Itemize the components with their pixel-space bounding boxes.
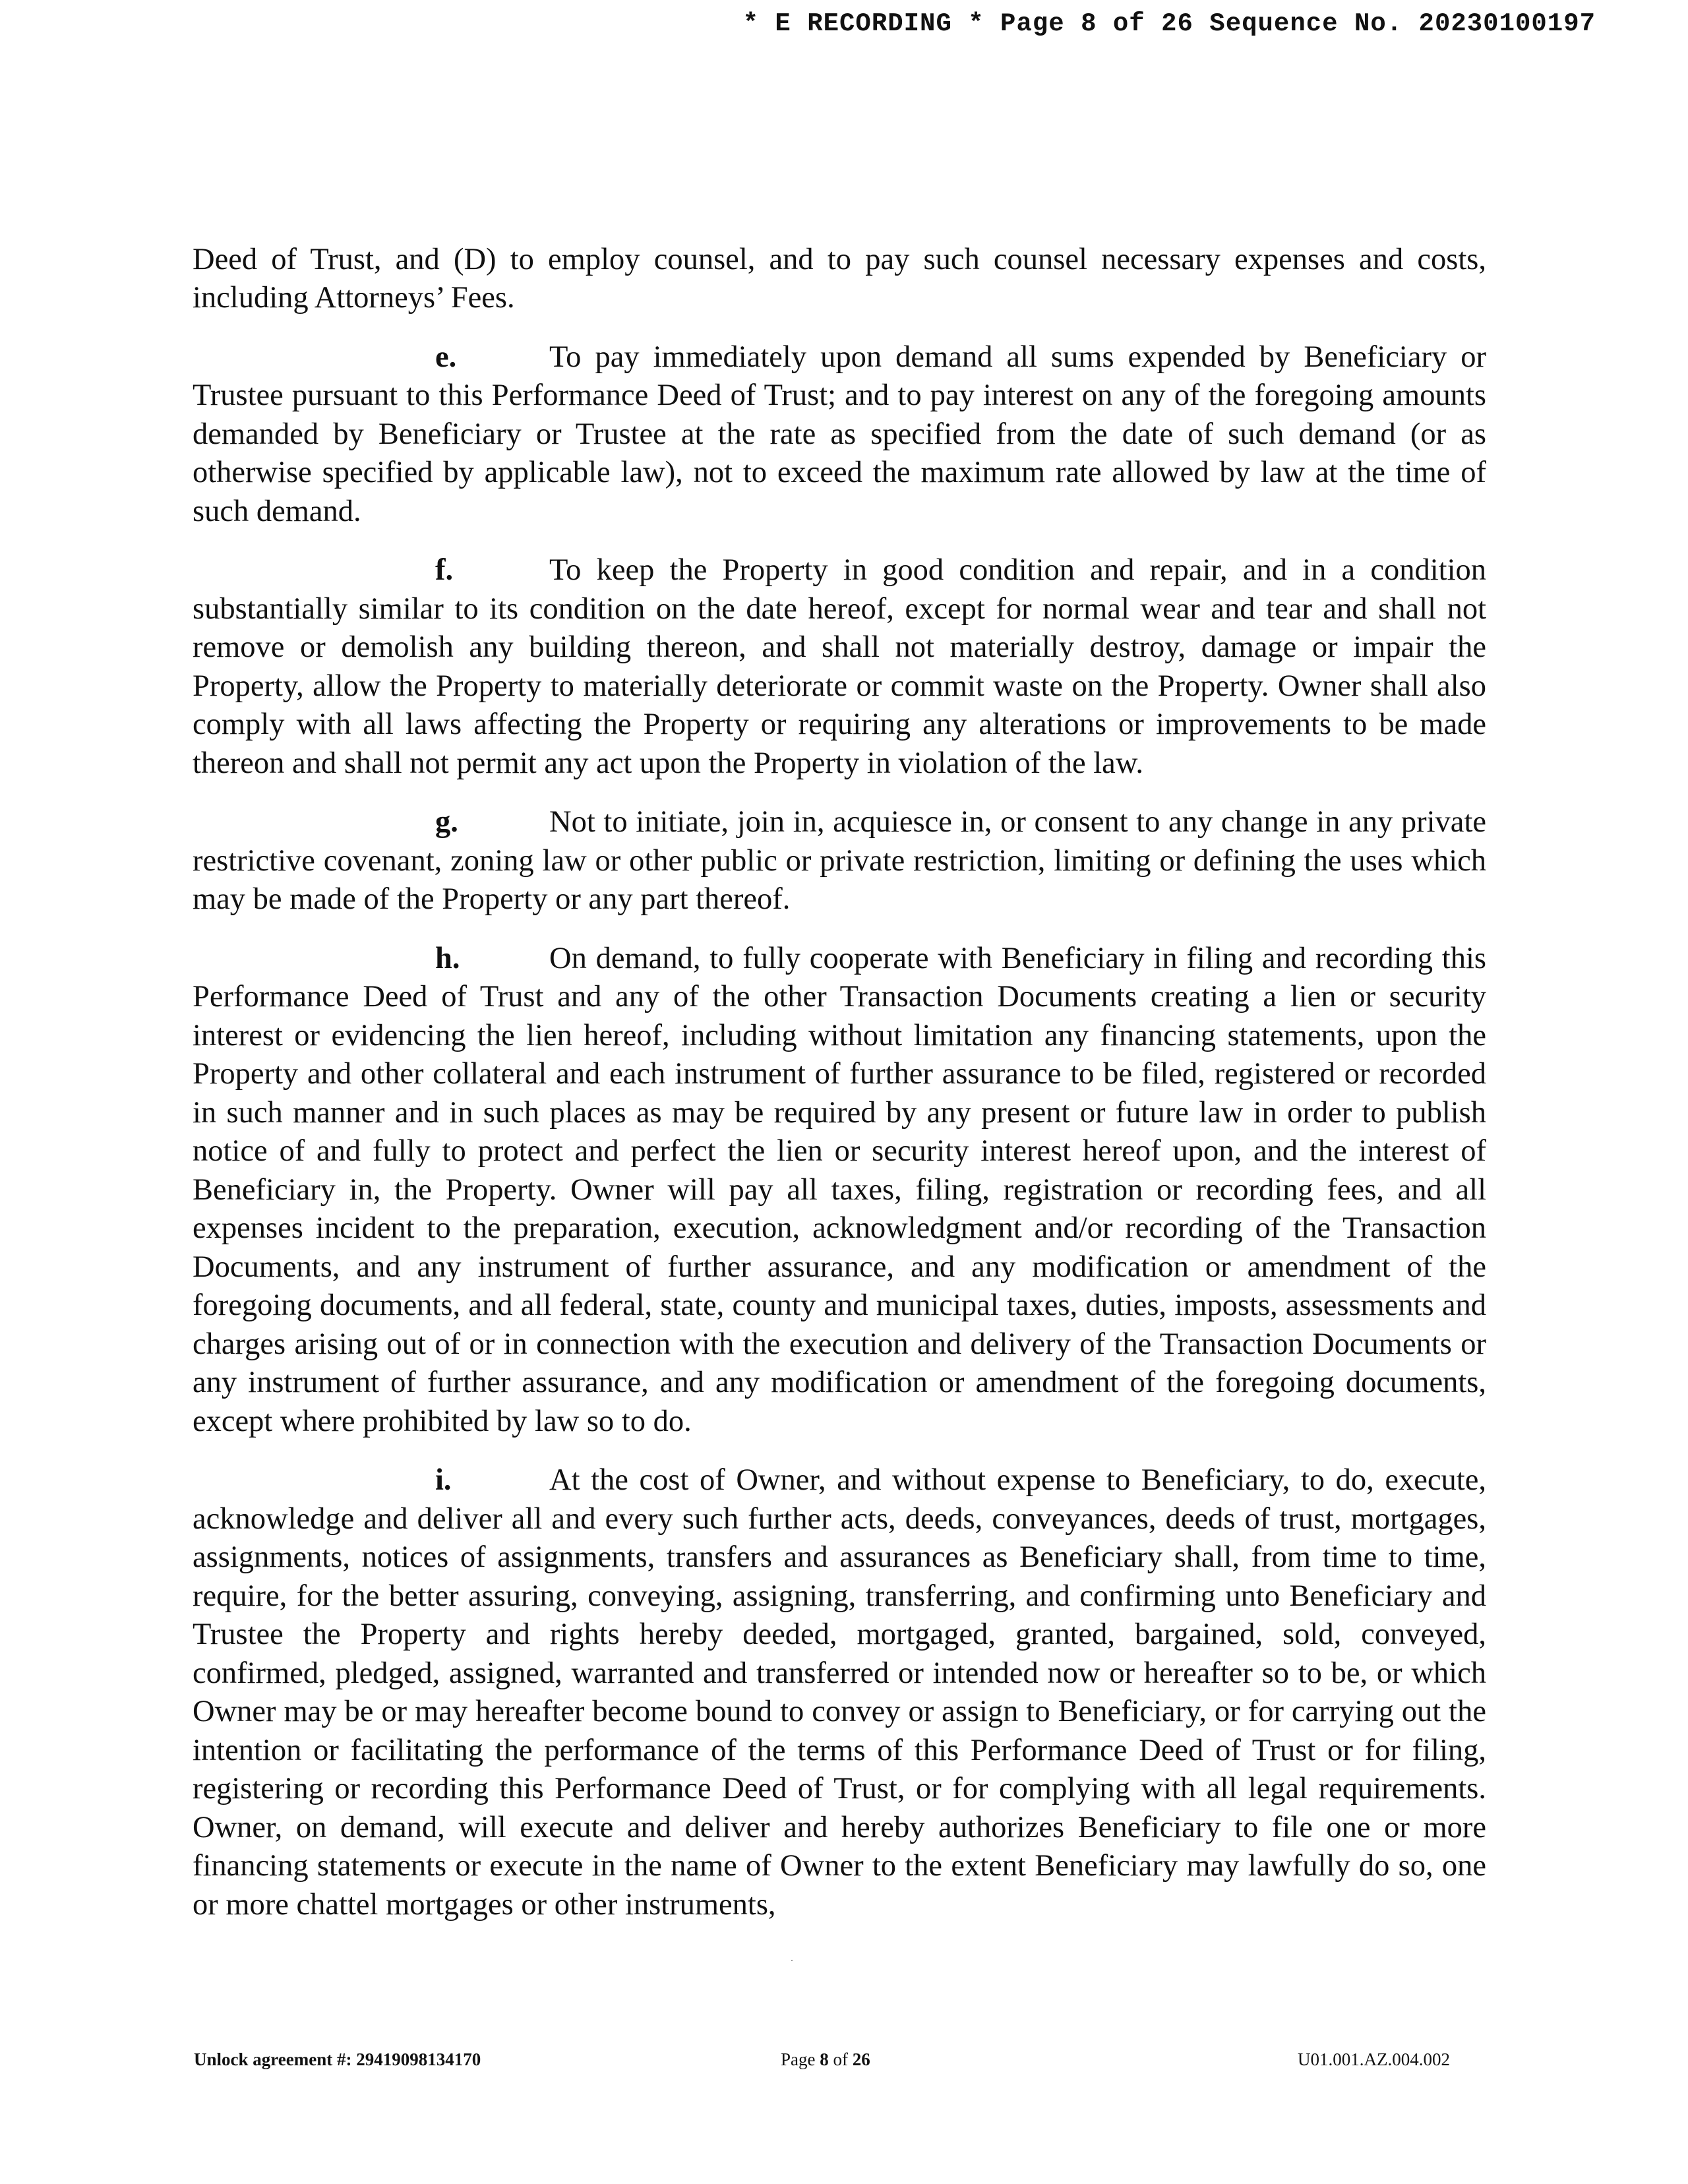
footer-page-number: [781, 2049, 870, 2070]
agreement-number: 29419098134170: [356, 2049, 481, 2069]
page-total: 26: [852, 2049, 870, 2069]
paragraph-text: Not to initiate, join in, acquiesce in, or consent to any change in any private restrictive covenant, zoning law or other public or private restriction, limiting or defining the uses which may be made of the Property or any part thereof.: [193, 805, 1486, 916]
paragraph-text: At the cost of Owner, and without expense to Beneficiary, to do, execute, acknowledge and deliver all and every such further acts, deeds, conveyances, deeds of trust, mortgages, assignments, notices of assignments, transfers and assurances as Beneficiary shall, from time to time, require, for the better assuring, conveying, assigning, transferring, and confirming unto Beneficiary and Trustee the Property and rights hereby deeded, mortgaged, granted, bargained, sold, conveyed, confirmed, pledged, assigned, warranted and transferred or intended now or hereafter so to be, or which Owner may be or may hereafter become bound to convey or assign to Beneficiary, or for carrying out the intention or facilitating the performance of the terms of this Performance Deed of Trust or for filing, registering or recording this Performance Deed of Trust, or for complying with all legal requirements. Owner, on demand, will execute and deliver and hereby authorizes Beneficiary to file one or more financing statements or execute in the name of Owner to the extent Beneficiary may lawfully do so, one or more chattel mortgages or other instruments,: [193, 1463, 1486, 1922]
paragraph-label: i.: [435, 1463, 452, 1497]
footer-agreement-number: [194, 2049, 481, 2070]
paragraph-text: To pay immediately upon demand all sums expended by Beneficiary or Trustee pursuant to this Performance Deed of Trust; and to pay interest on any of the foregoing amounts demanded by Beneficiary or Trustee at the rate as specified from the date of such demand (or as otherwise specified by applicable law), not to exceed the maximum rate allowed by law at the time of such demand.: [193, 340, 1486, 528]
paragraph-text: On demand, to fully cooperate with Beneficiary in filing and recording this Performance Deed of Trust and any of the other Transaction Documents creating a lien or security interest or evidencing the lien hereof, including without limitation any financing statements, upon the Property and other collateral and each instrument of further assurance to be filed, registered or recorded in such manner and in such places as may be required by any present or future law in order to publish notice of and fully to protect and perfect the lien or security interest hereof upon, and the interest of Beneficiary in, the Property. Owner will pay all taxes, filing, registration or recording fees, and all expenses incident to the preparation, execution, acknowledgment and/or recording of the Transaction Documents, and any instrument of further assurance, and any modification or amendment of the foregoing documents, and all federal, state, county and municipal taxes, duties, imposts, assessments and charges arising out of or in connection with the execution and delivery of the Transaction Documents or any instrument of further assurance, and any modification or amendment of the foregoing documents, except where prohibited by law so to do.: [193, 941, 1486, 1438]
page-current: 8: [820, 2049, 829, 2069]
document-body: [193, 210, 1486, 1945]
paragraph-g: [193, 803, 1486, 919]
recording-header-stamp: * E RECORDING * Page 8 of 26 Sequence No. 20230100197: [742, 9, 1596, 38]
page-word: Page: [781, 2049, 816, 2069]
footer-document-code: U01.001.AZ.004.002: [1298, 2049, 1450, 2069]
scan-speck: [791, 1960, 793, 1961]
paragraph-f: [193, 551, 1486, 783]
paragraph-label: g.: [435, 805, 458, 839]
lead-paragraph: Deed of Trust, and (D) to employ counsel, and to pay such counsel necessary expenses and costs, including Attorneys’ Fees.: [193, 242, 1486, 315]
paragraph-text: To keep the Property in good condition and repair, and in a condition substantially similar to its condition on the date hereof, except for normal wear and tear and shall not remove or demolish any building thereon, and shall not materially destroy, damage or impair the Property, allow the Property to materially deteriorate or commit waste on the Property. Owner shall also comply with all laws affecting the Property or requiring any alterations or improvements to be made thereon and shall not permit any act upon the Property in violation of the law.: [193, 553, 1486, 780]
page-of: of: [833, 2049, 848, 2069]
paragraph-i: [193, 1461, 1486, 1924]
agreement-label: Unlock agreement #:: [194, 2049, 352, 2069]
paragraph-e: [193, 338, 1486, 531]
paragraph-label: f.: [435, 553, 454, 587]
paragraph-h: [193, 940, 1486, 1441]
paragraph-label: e.: [435, 340, 457, 374]
paragraph-label: h.: [435, 941, 460, 975]
